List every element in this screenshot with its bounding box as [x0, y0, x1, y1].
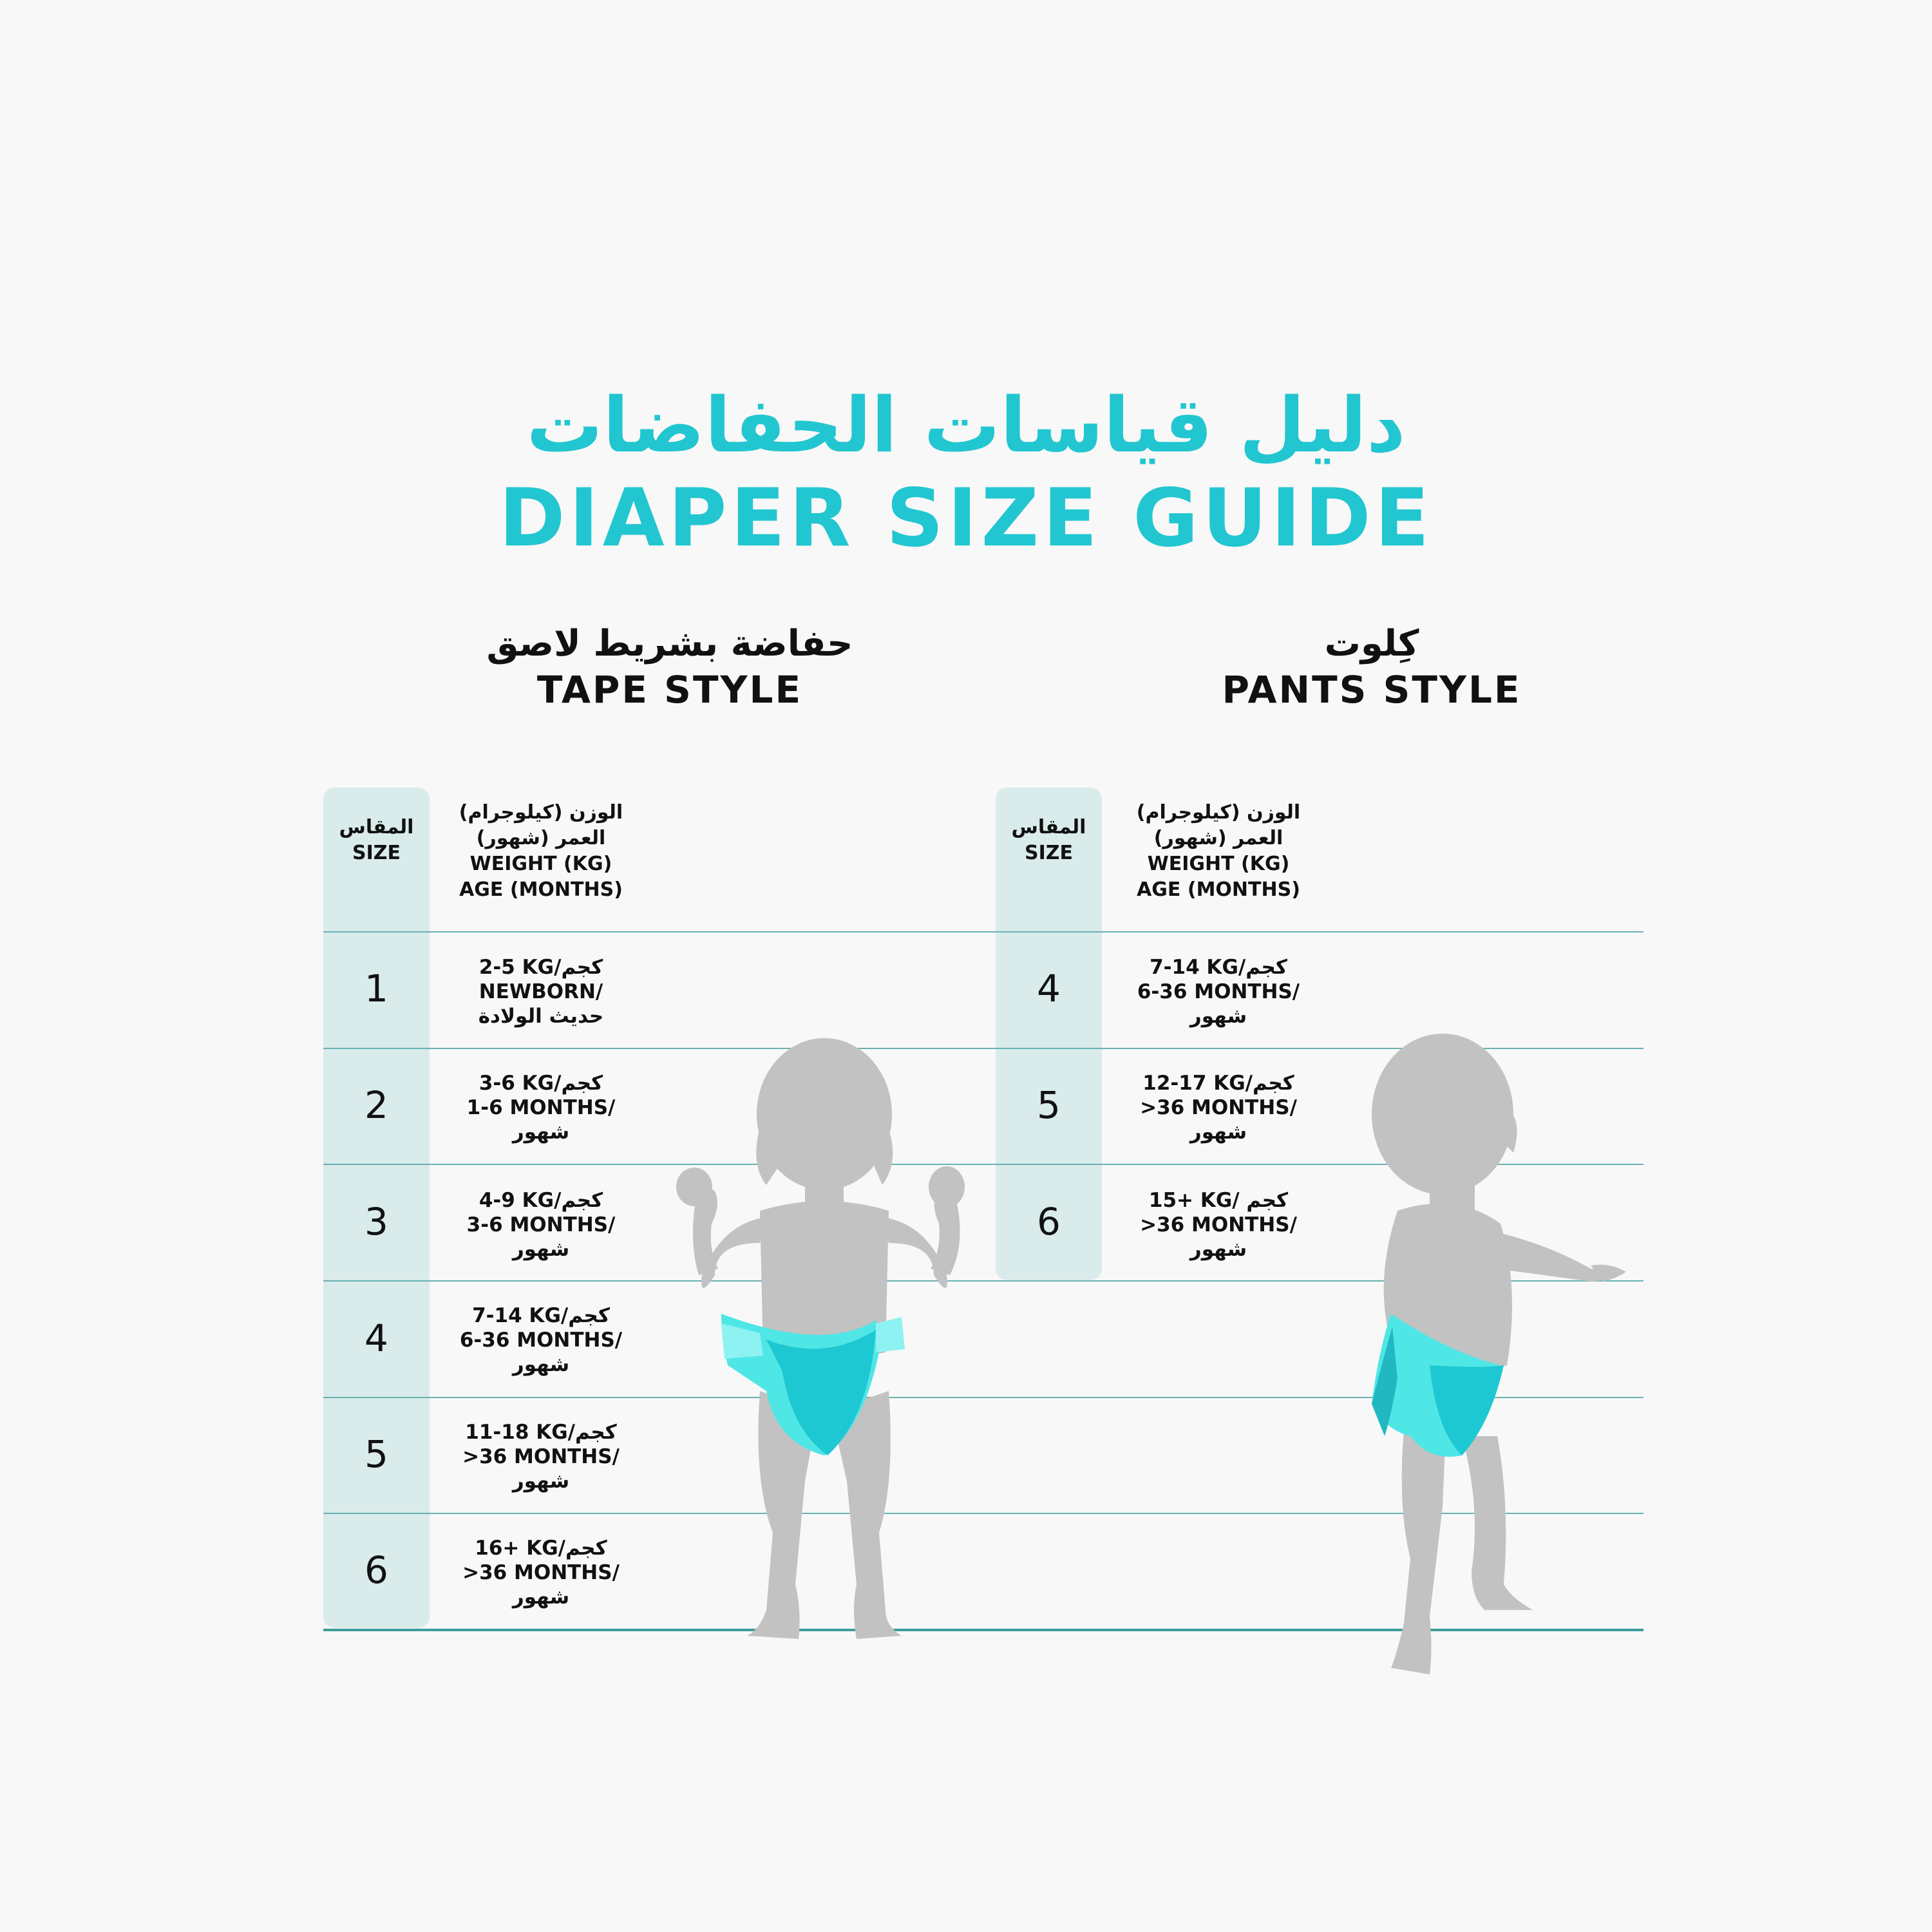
tape-row-info [425, 1303, 657, 1377]
pants-weight-age-header [1103, 800, 1334, 903]
tape-heading-english: TAPE STYLE [536, 668, 803, 712]
pants-weight-header-ar: الوزن (كيلوجرام) [1136, 801, 1301, 824]
pants-row-info [1103, 1071, 1334, 1144]
tape-row-weight: 7-14 KG/كجم [472, 1304, 610, 1327]
tape-row-age: NEWBORN/ [478, 980, 603, 1003]
pants-row-age: >36 MONTHS/ [1140, 1213, 1297, 1236]
tape-row-age: 3-6 MONTHS/ [466, 1213, 616, 1236]
pants-row-weight: 12-17 KG/كجم [1142, 1072, 1294, 1095]
pants-row-info [1103, 955, 1334, 1028]
tape-row-age: 1-6 MONTHS/ [466, 1096, 616, 1119]
pants-heading-arabic: كِلوت [1324, 623, 1419, 665]
tape-row-age-ar: شهور [512, 1586, 570, 1609]
tape-weight-age-header [425, 800, 657, 903]
pants-row-weight: 15+ KG/ كجم [1148, 1189, 1289, 1212]
tape-row-weight: 16+ KG/كجم [475, 1537, 607, 1560]
pants-row-age: >36 MONTHS/ [1140, 1096, 1297, 1119]
pants-row-size: 5 [1037, 1083, 1061, 1127]
pants-row-age-ar: شهور [1189, 1005, 1247, 1028]
tape-row-age: 6-36 MONTHS/ [459, 1329, 623, 1352]
pants-row-size: 4 [1037, 967, 1061, 1010]
pants-row-age-ar: شهور [1189, 1121, 1247, 1144]
pants-age-header-en: AGE (MONTHS) [1137, 878, 1300, 901]
baby-pants-diaper-silhouette [1333, 1018, 1629, 1687]
tape-row-size: 6 [365, 1548, 388, 1592]
tape-row-size: 5 [365, 1432, 388, 1476]
tape-size-header-ar: المقاس [339, 816, 414, 838]
tape-row-weight: 4-9 KG/كجم [478, 1189, 603, 1212]
tape-row-age: >36 MONTHS/ [462, 1561, 620, 1584]
tape-row-size: 1 [365, 967, 388, 1010]
tape-row-info [425, 1536, 657, 1609]
title-arabic: دليل قياسات الحفاضات [526, 381, 1406, 469]
tape-row-age: >36 MONTHS/ [462, 1445, 620, 1468]
tape-row-age-ar: شهور [512, 1470, 570, 1493]
tape-age-header-ar: العمر (شهور) [476, 827, 606, 849]
tape-row-age-ar: حديث الولادة [478, 1005, 604, 1028]
tape-row-age-ar: شهور [512, 1121, 570, 1144]
pants-row-size: 6 [1037, 1200, 1061, 1244]
tape-row-size: 2 [365, 1083, 388, 1127]
pants-row-weight: 7-14 KG/كجم [1150, 956, 1287, 979]
tape-row-size: 4 [365, 1316, 388, 1360]
tape-heading-arabic: حفاضة بشريط لاصق [486, 623, 853, 665]
pants-row-info [1103, 1188, 1334, 1262]
tape-style-heading [477, 621, 863, 713]
tape-row-weight: 2-5 KG/كجم [478, 956, 603, 979]
tape-age-header-en: AGE (MONTHS) [459, 878, 623, 901]
tape-row-weight: 3-6 KG/كجم [478, 1072, 603, 1095]
pants-size-header-en: SIZE [1024, 842, 1073, 864]
pants-row-age: 6-36 MONTHS/ [1137, 980, 1300, 1003]
pants-weight-header-en: WEIGHT (KG) [1147, 853, 1290, 875]
pants-heading-english: PANTS STYLE [1222, 668, 1522, 712]
pants-row-age-ar: شهور [1189, 1238, 1247, 1261]
pants-style-heading [1179, 621, 1565, 713]
tape-row-weight: 11-18 KG/كجم [465, 1421, 617, 1444]
tape-row-age-ar: شهور [512, 1238, 570, 1261]
tape-weight-header-ar: الوزن (كيلوجرام) [459, 801, 623, 824]
pants-size-header [996, 815, 1102, 866]
tape-weight-header-en: WEIGHT (KG) [469, 853, 612, 875]
tape-row-info [425, 1188, 657, 1262]
tape-row-info [425, 1071, 657, 1144]
row-divider [323, 931, 1643, 933]
tape-row-age-ar: شهور [512, 1353, 570, 1376]
pants-age-header-ar: العمر (شهور) [1153, 827, 1283, 849]
pants-size-header-ar: المقاس [1011, 816, 1086, 838]
tape-size-header-en: SIZE [352, 842, 401, 864]
tape-size-header [323, 815, 430, 866]
tape-row-info [425, 955, 657, 1028]
tape-row-size: 3 [365, 1200, 388, 1244]
tape-row-info [425, 1420, 657, 1493]
title-english: DIAPER SIZE GUIDE [498, 472, 1434, 565]
baby-tape-diaper-silhouette [663, 1030, 985, 1649]
